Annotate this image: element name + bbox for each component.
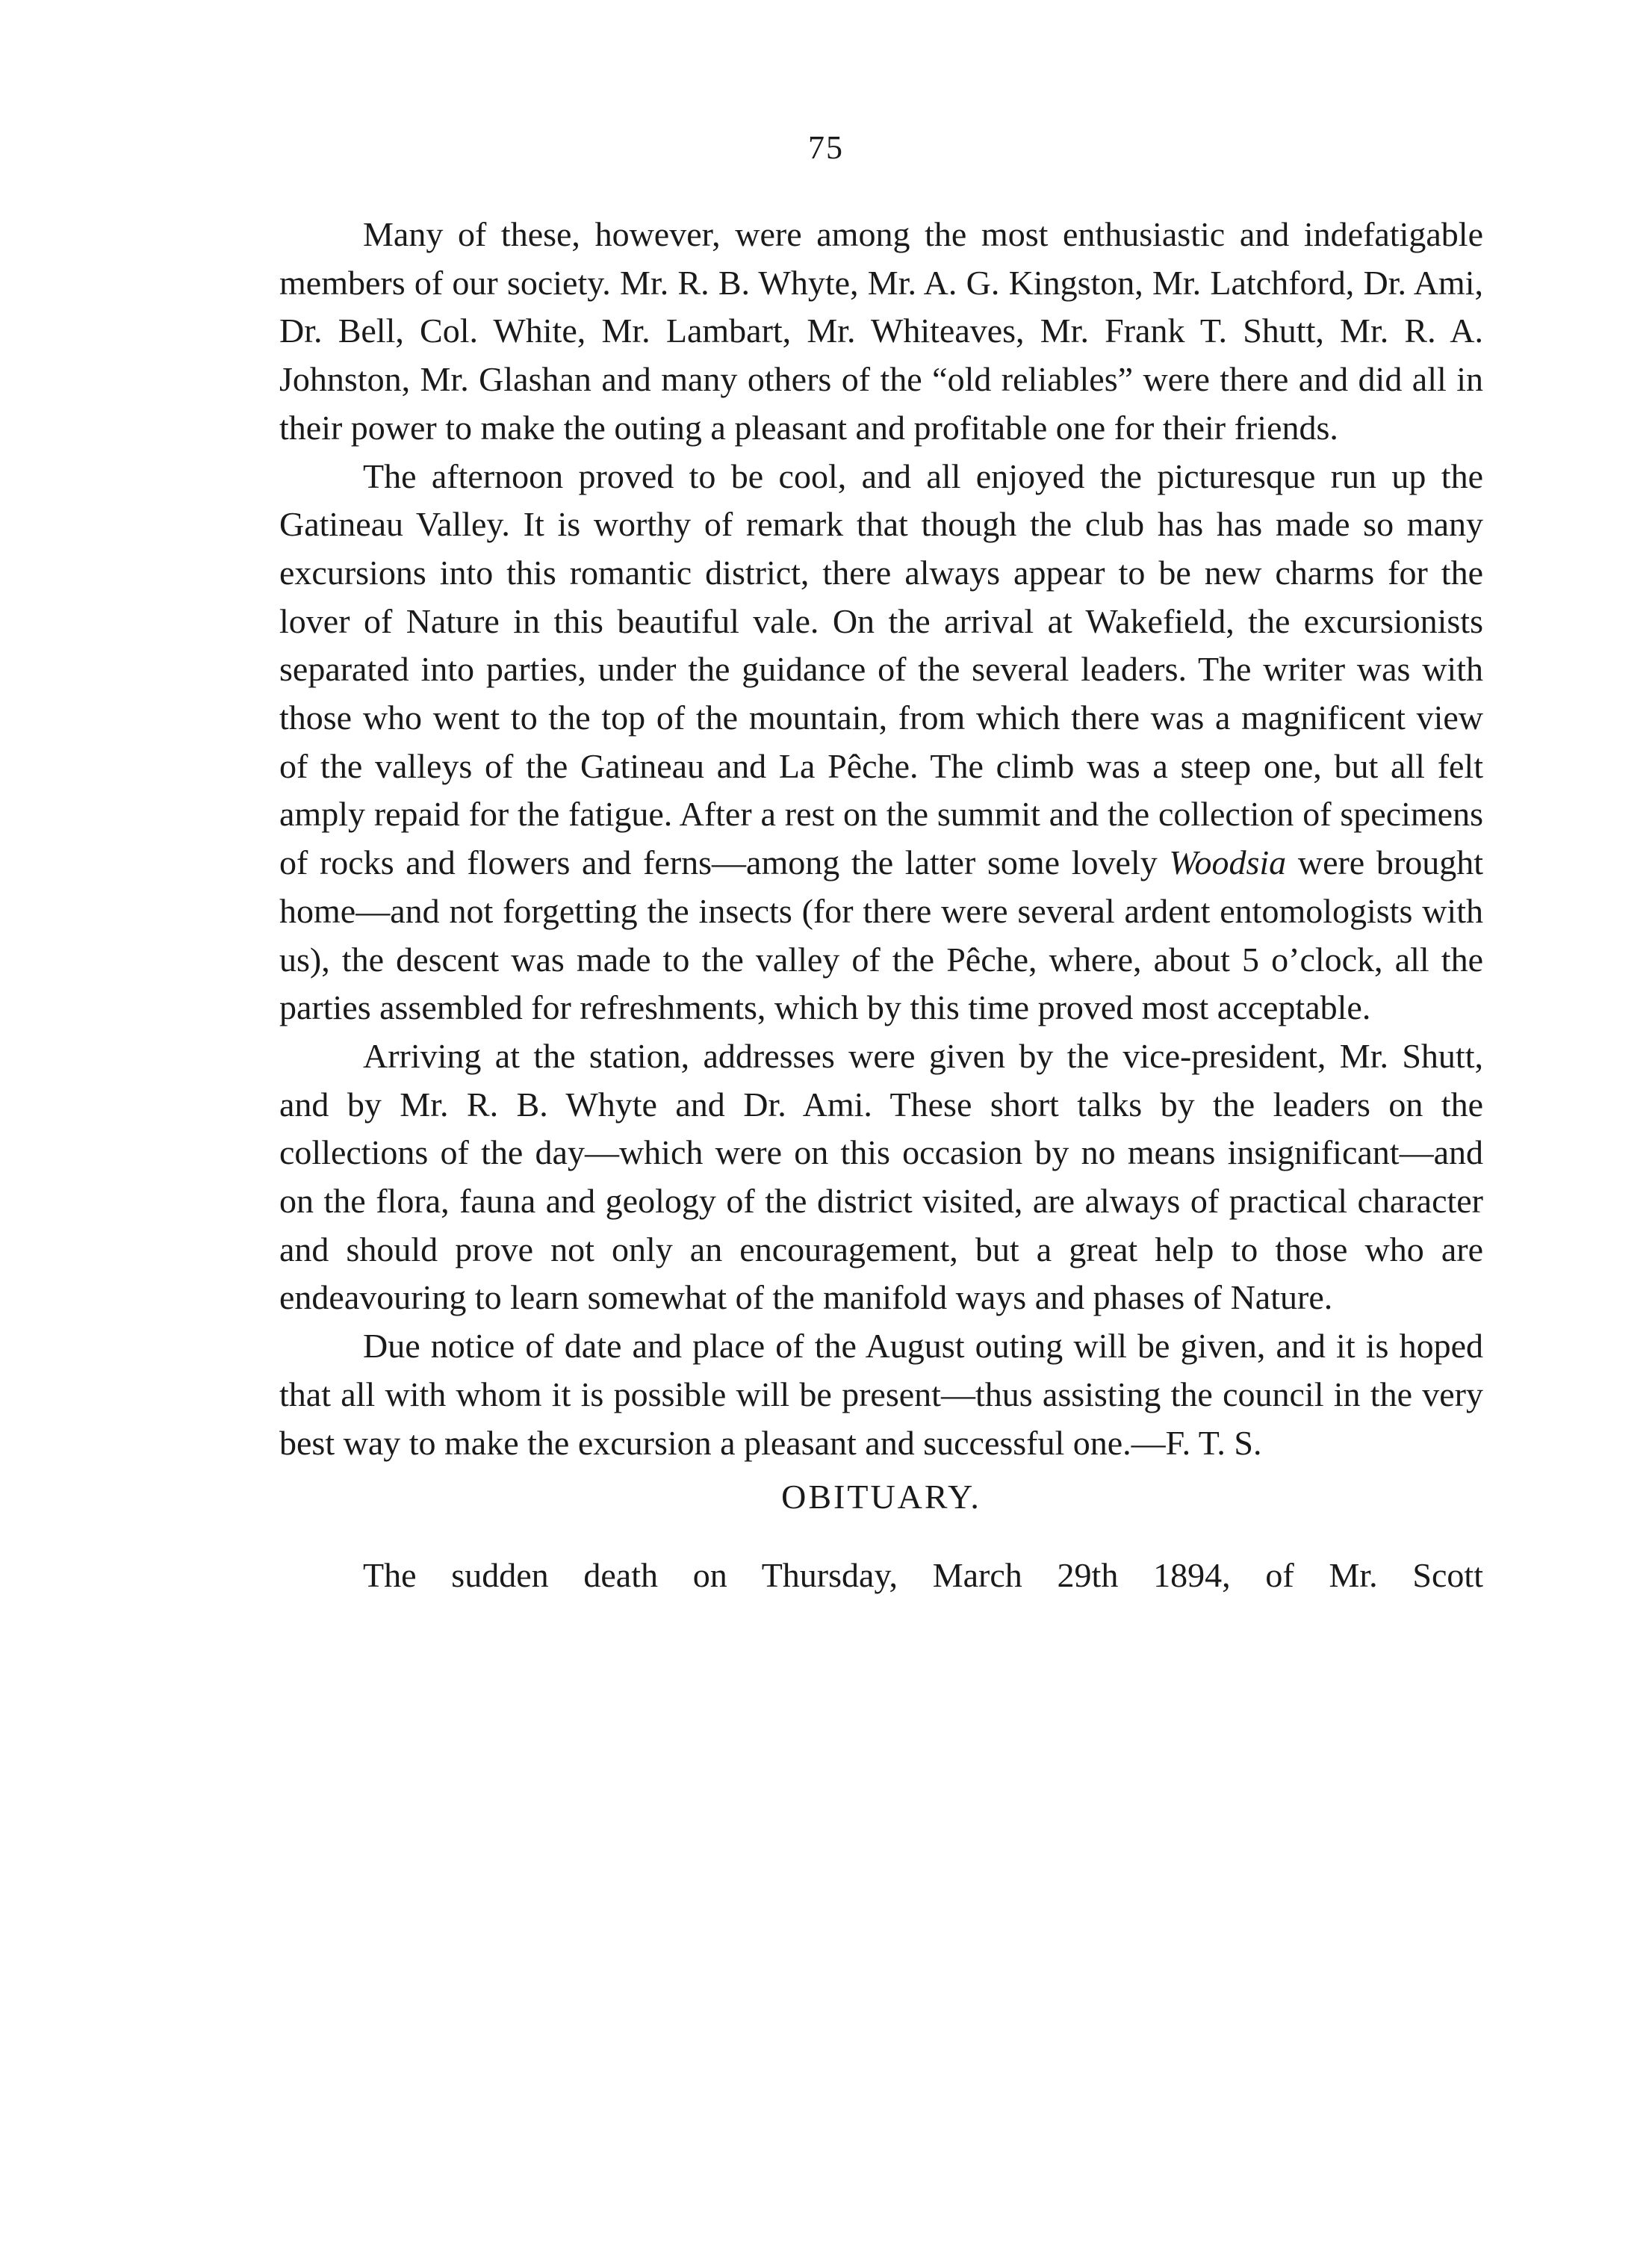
paragraph-excursion-text-end: were brought home—and not forgetting the insects (for there were several ardent entomologists with us), the descent was made to the valley of the Pêche, where, about 5 o’clock, all the parties assembled for refreshments, which by this time proved most acceptable. — [279, 843, 1483, 1027]
paragraph-members: Many of these, however, were among the most enthusiastic and indefatigable members of our society. Mr. R. B. Whyte, Mr. A. G. Kingston, Mr. Latchford, Dr. Ami, Dr. Bell, Col. White, Mr. Lambart, Mr. Whiteaves, Mr. Frank T. Shutt, Mr. R. A. Johnston, Mr. Glashan and many others of the “old reliables” were there and did all in their power to make the outing a pleasant and profitable one for their friends. — [279, 215, 1483, 447]
species-name-woodsia: Woodsia — [1169, 843, 1287, 882]
paragraph-excursion-text-start: The afternoon proved to be cool, and all enjoyed the picturesque run up the Gatineau Valley. It is worthy of remark that though the club has has made so many excursions into this romantic district, there always appear to be new charms for the lover of Nature in this beautiful vale. On the arrival at Wakefield, the excursionists separated into parties, under the guidance of the several leaders. The writer was with those who went to the top of the mountain, from which there was a magnificent view of the valleys of the Gatineau and La Pêche. The climb was a steep one, but all felt amply repaid for the fatigue. After a rest on the summit and the collection of specimens of rocks and flowers and ferns—among the latter some lovely — [279, 456, 1483, 882]
obituary-heading: OBITUARY. — [781, 1478, 981, 1516]
paragraph-addresses: Arriving at the station, addresses were given by the vice-president, Mr. Shutt, and by Mr. R. B. Whyte and Dr. Ami. These short talks by the leaders on the collections of the day—which were on this occasion by no means insignificant—and on the flora, fauna and geology of the district visited, are always of practical character and should prove not only an encouragement, but a great help to those who are endeavouring to learn somewhat of the manifold ways and phases of Nature. — [279, 1036, 1483, 1317]
paragraph-notice: Due notice of date and place of the August outing will be given, and it is hoped that all with whom it is possible will be present—thus assisting the council in the very best way to make the excursion a pleasant and successful one.—F. T. S. — [279, 1327, 1483, 1462]
page-number: 75 — [808, 129, 844, 166]
body-text — [279, 211, 1483, 1600]
paragraph-excursion — [279, 453, 1483, 1032]
obituary-first-line: The sudden death on Thursday, March 29th 1894, of Mr. Scott — [363, 1555, 1483, 1594]
